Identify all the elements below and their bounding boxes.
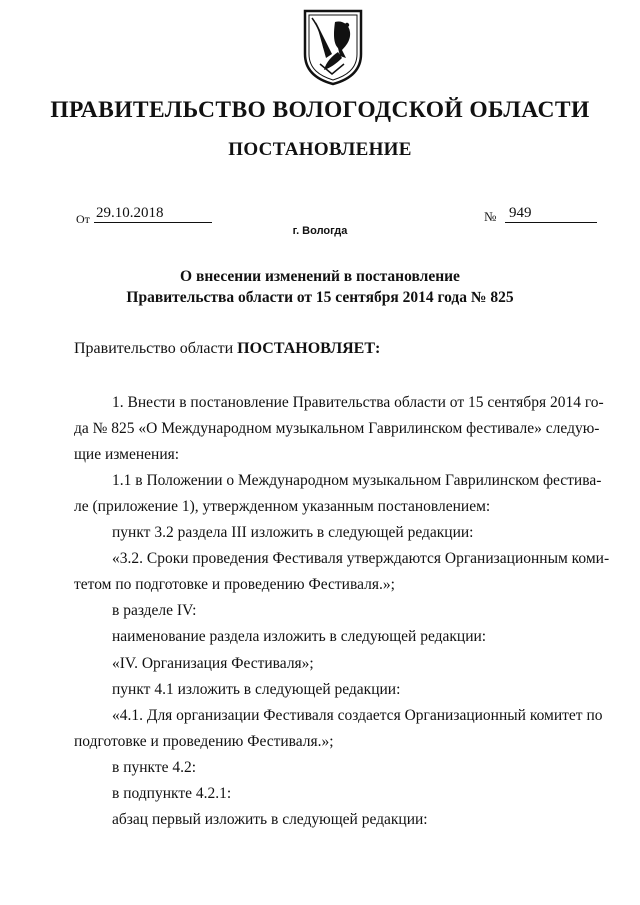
paragraph-2-line-2: ле (приложение 1), утвержденном указанным постановлением:: [74, 498, 491, 515]
coat-of-arms-icon: [302, 8, 364, 86]
paragraph-4-line-1: «3.2. Сроки проведения Фестиваля утверждаются Организационным коми-: [112, 550, 610, 567]
paragraph-10: в пункте 4.2:: [112, 759, 197, 776]
government-title: ПРАВИТЕЛЬСТВО ВОЛОГОДСКОЙ ОБЛАСТИ: [50, 97, 590, 123]
resolution-intro: [74, 340, 380, 358]
paragraph-2-line-1: 1.1 в Положении о Международном музыкальном Гаврилинском фестива-: [112, 472, 602, 489]
paragraph-9-line-1: «4.1. Для организации Фестиваля создается Организационный комитет по: [112, 707, 603, 724]
subject-line-1: О внесении изменений в постановление: [180, 268, 460, 285]
paragraph-12: абзац первый изложить в следующей редакции:: [112, 811, 428, 828]
paragraph-4-line-2: тетом по подготовке и проведению Фестиваля.»;: [74, 576, 395, 593]
paragraph-7: «IV. Организация Фестиваля»;: [112, 655, 314, 672]
subject-line-2: Правительства области от 15 сентября 2014 года № 825: [126, 289, 514, 306]
paragraph-9-line-2: подготовке и проведению Фестиваля.»;: [74, 733, 334, 750]
number-label: №: [484, 209, 497, 224]
paragraph-3: пункт 3.2 раздела III изложить в следующей редакции:: [112, 524, 474, 541]
paragraph-5: в разделе IV:: [112, 602, 197, 619]
document-kind: ПОСТАНОВЛЕНИЕ: [228, 139, 412, 160]
paragraph-1-line-3: щие изменения:: [74, 446, 180, 463]
paragraph-8: пункт 4.1 изложить в следующей редакции:: [112, 681, 401, 698]
intro-emphasis: ПОСТАНОВЛЯЕТ:: [237, 340, 381, 357]
intro-text: Правительство области: [74, 340, 238, 357]
paragraph-11: в подпункте 4.2.1:: [112, 785, 232, 802]
paragraph-1-line-1: 1. Внести в постановление Правительства области от 15 сентября 2014 го-: [112, 394, 604, 411]
date-field: 29.10.2018: [94, 204, 212, 223]
paragraph-6: наименование раздела изложить в следующей редакции:: [112, 628, 487, 645]
city-label: г. Вологда: [292, 225, 348, 237]
date-label: От: [76, 212, 90, 226]
number-field: 949: [505, 204, 597, 223]
paragraph-1-line-2: да № 825 «О Международном музыкальном Гаврилинском фестивале» следую-: [74, 420, 600, 437]
